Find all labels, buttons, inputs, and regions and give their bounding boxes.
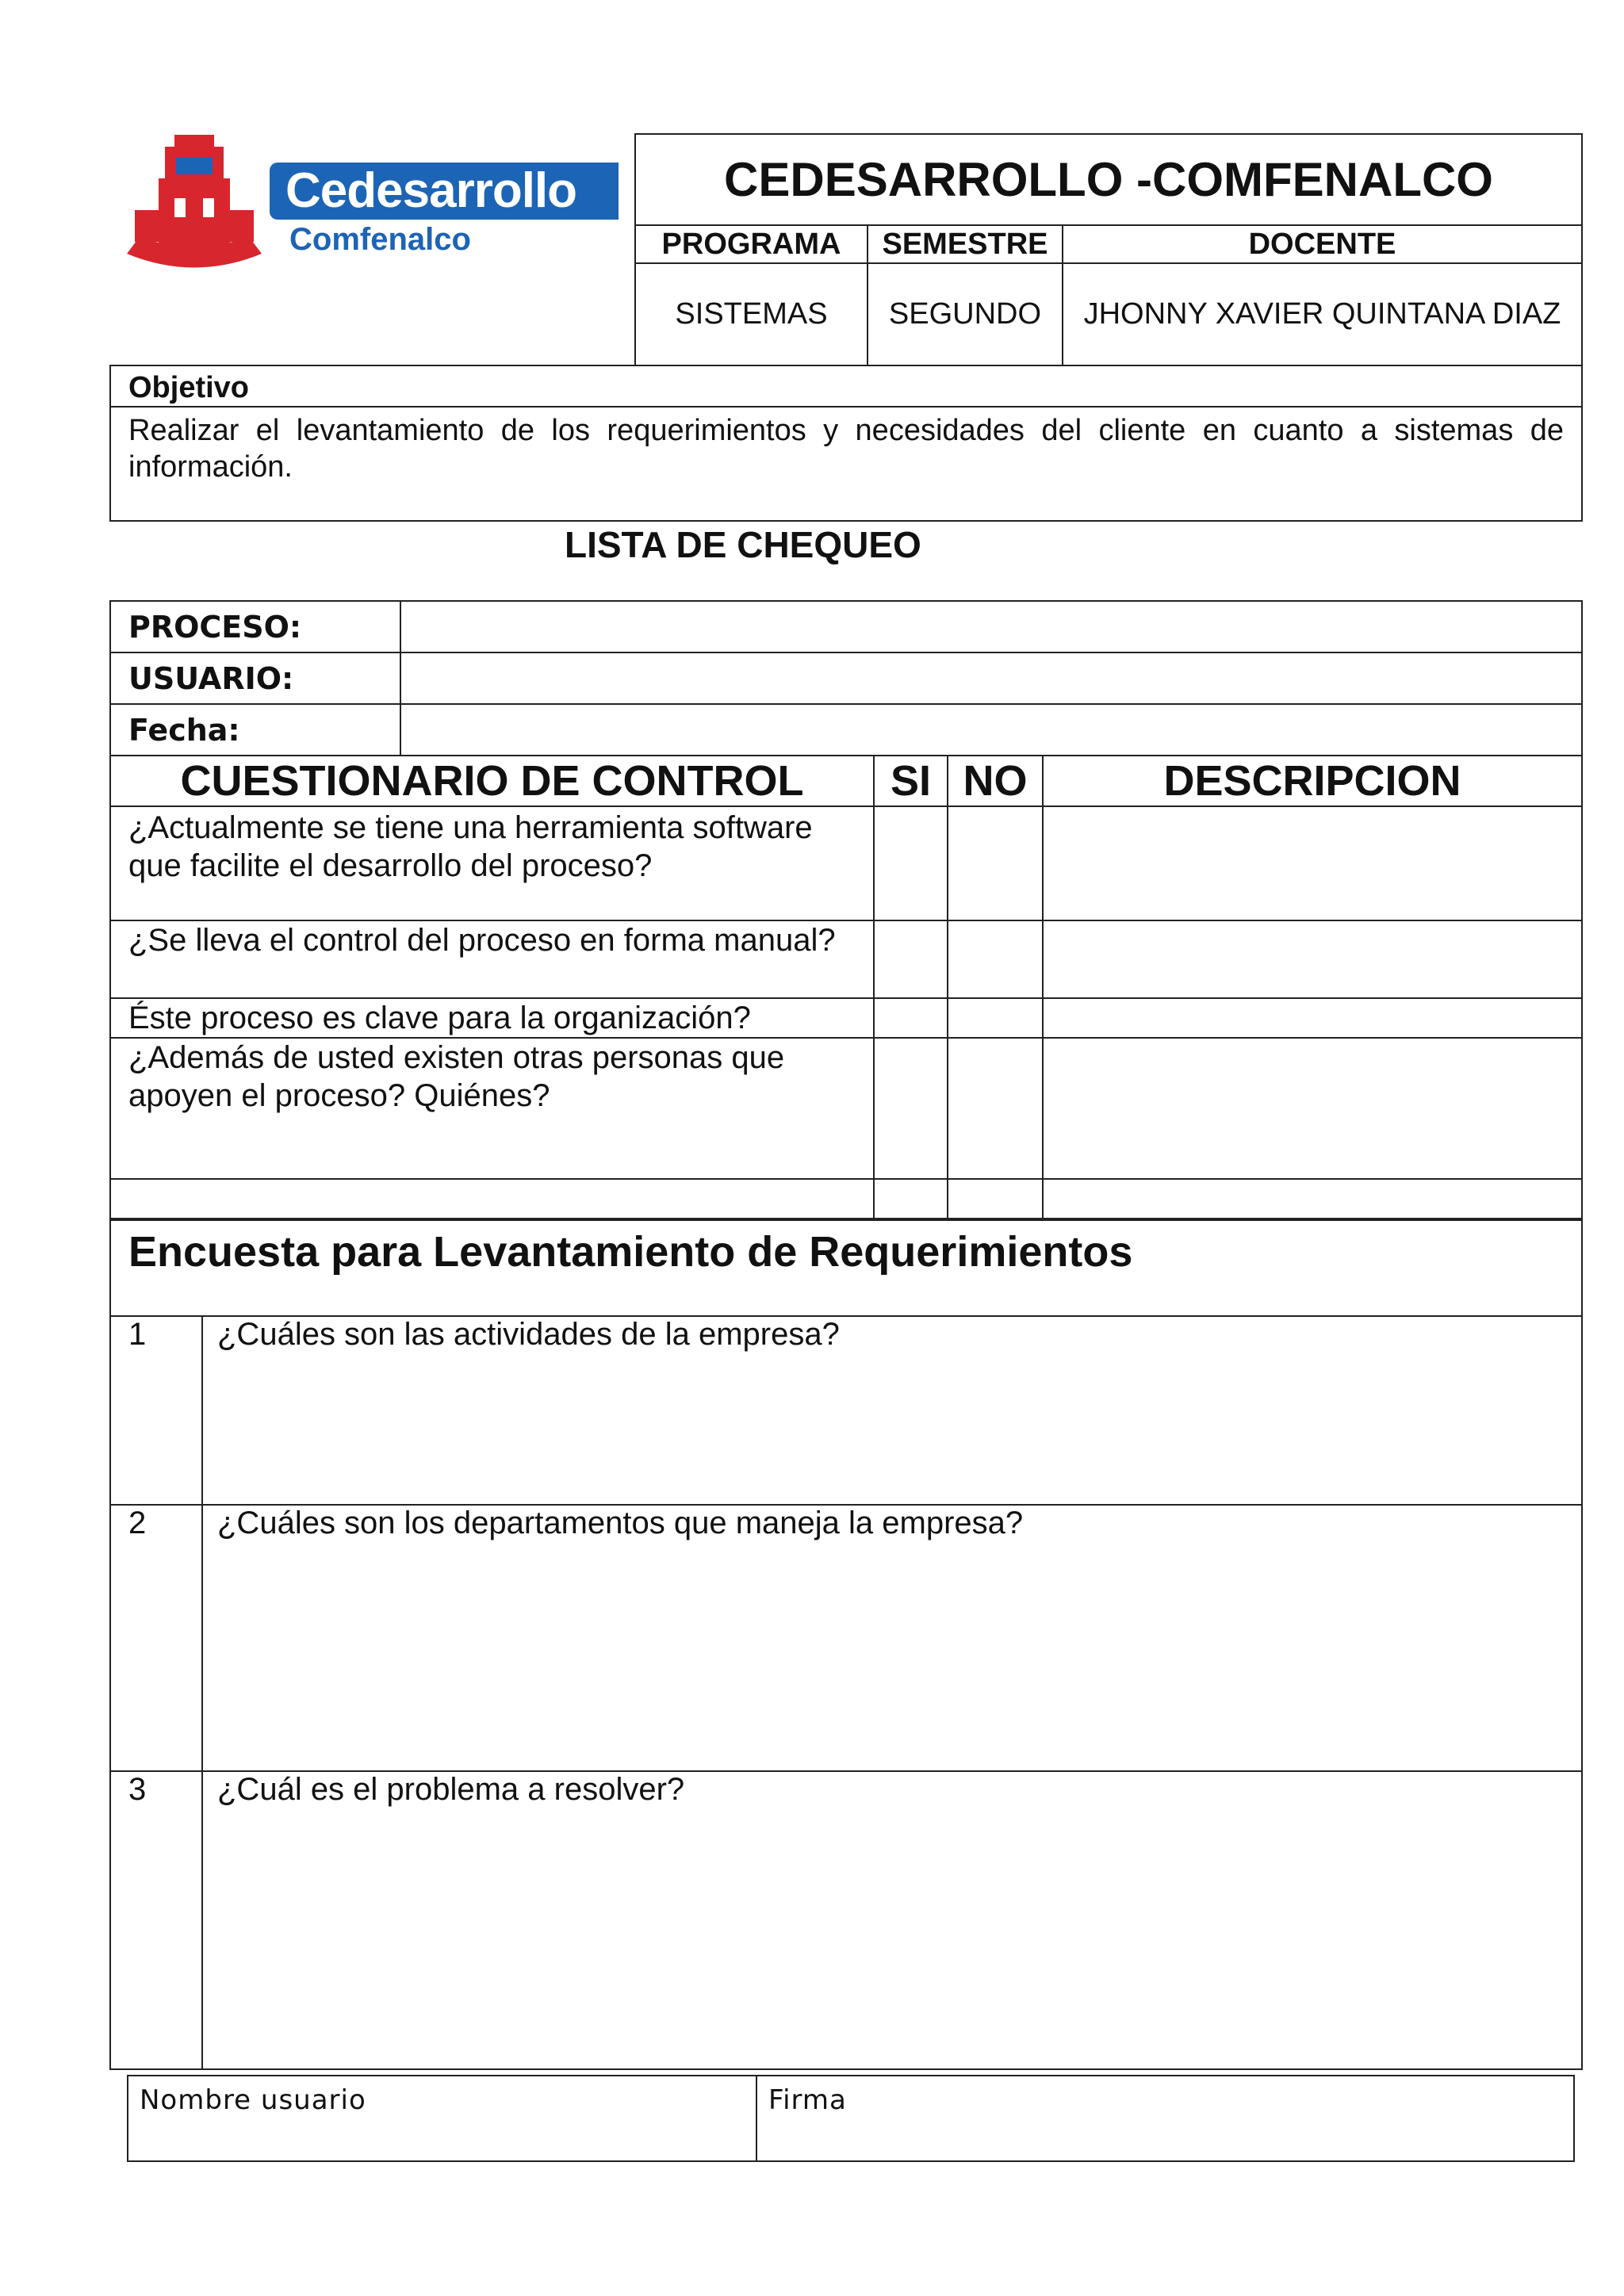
header-col-programa: PROGRAMA <box>634 224 868 264</box>
header-title: CEDESARROLLO -COMFENALCO <box>634 133 1583 226</box>
questionnaire-header-no: NO <box>947 755 1044 807</box>
survey-item-answer[interactable] <box>201 1770 1583 2070</box>
field-fecha-input[interactable] <box>400 703 1583 756</box>
checkbox-no[interactable] <box>947 920 1044 999</box>
header-val-semestre: SEGUNDO <box>867 262 1063 366</box>
table-row <box>109 1037 875 1180</box>
header-col-docente: DOCENTE <box>1062 224 1583 264</box>
objective-text: Realizar el levantamiento de los requerimientos y necesidades del cliente en cuanto a sistemas de información. <box>128 414 1564 484</box>
questionnaire-header-si: SI <box>873 755 948 807</box>
footer-name-field[interactable] <box>127 2075 757 2162</box>
survey-question: ¿Cuáles son las actividades de la empresa? <box>217 1317 840 1352</box>
checkbox-si[interactable] <box>873 997 948 1039</box>
survey-title: Encuesta para Levantamiento de Requerimientos <box>128 1228 1133 1276</box>
survey-item-number: 3 <box>109 1770 203 2070</box>
header-col-semestre: SEMESTRE <box>867 224 1063 264</box>
checkbox-no[interactable] <box>947 806 1044 921</box>
field-usuario-label: USUARIO: <box>109 652 401 705</box>
field-proceso-input[interactable] <box>400 600 1583 653</box>
description-input[interactable] <box>1042 997 1583 1039</box>
table-row <box>109 806 875 921</box>
question-text: ¿Además de usted existen otras personas que apoyen el proceso? Quiénes? <box>128 1040 785 1113</box>
table-row <box>109 1178 875 1219</box>
header-val-docente: JHONNY XAVIER QUINTANA DIAZ <box>1062 262 1583 366</box>
description-input[interactable] <box>1042 1178 1583 1219</box>
footer-signature-field[interactable] <box>756 2075 1575 2162</box>
checkbox-no[interactable] <box>947 1037 1044 1180</box>
field-proceso-label: PROCESO: <box>109 600 401 653</box>
logo <box>119 135 626 285</box>
survey-item-number: 2 <box>109 1504 203 1772</box>
checkbox-si[interactable] <box>873 806 948 921</box>
logo-castle-icon <box>119 135 270 277</box>
checkbox-si[interactable] <box>873 1037 948 1180</box>
logo-subtext: Comfenalco <box>289 222 471 257</box>
questionnaire-header-descripcion: DESCRIPCION <box>1042 755 1583 807</box>
objective-text-cell <box>109 406 1583 522</box>
footer-signature-label: Firma <box>768 2084 847 2116</box>
checklist-title: LISTA DE CHEQUEO <box>565 524 921 565</box>
header-val-programa: SISTEMAS <box>634 262 868 366</box>
field-usuario-input[interactable] <box>400 652 1583 705</box>
question-text: Éste proceso es clave para la organización? <box>128 1001 751 1035</box>
checkbox-no[interactable] <box>947 1178 1044 1219</box>
logo-wordmark <box>270 163 619 220</box>
question-text: ¿Actualmente se tiene una herramienta software que facilite el desarrollo del proceso? <box>128 810 813 883</box>
table-row <box>109 997 875 1039</box>
field-fecha-label: Fecha: <box>109 703 401 756</box>
description-input[interactable] <box>1042 1037 1583 1180</box>
question-text: ¿Se lleva el control del proceso en forma manual? <box>128 923 836 958</box>
table-row <box>109 920 875 999</box>
logo-brand-text: Cedesarrollo <box>285 163 577 218</box>
questionnaire-header-question: CUESTIONARIO DE CONTROL <box>109 755 875 807</box>
survey-question: ¿Cuál es el problema a resolver? <box>217 1772 685 1807</box>
objective-label: Objetivo <box>109 365 1583 408</box>
survey-item-answer[interactable] <box>201 1315 1583 1506</box>
checkbox-si[interactable] <box>873 1178 948 1219</box>
survey-item-answer[interactable] <box>201 1504 1583 1772</box>
description-input[interactable] <box>1042 920 1583 999</box>
survey-question: ¿Cuáles son los departamentos que maneja la empresa? <box>217 1506 1024 1540</box>
checkbox-no[interactable] <box>947 997 1044 1039</box>
description-input[interactable] <box>1042 806 1583 921</box>
survey-title-cell <box>109 1218 1583 1317</box>
checkbox-si[interactable] <box>873 920 948 999</box>
footer-name-label: Nombre usuario <box>140 2084 366 2116</box>
survey-item-number: 1 <box>109 1315 203 1506</box>
